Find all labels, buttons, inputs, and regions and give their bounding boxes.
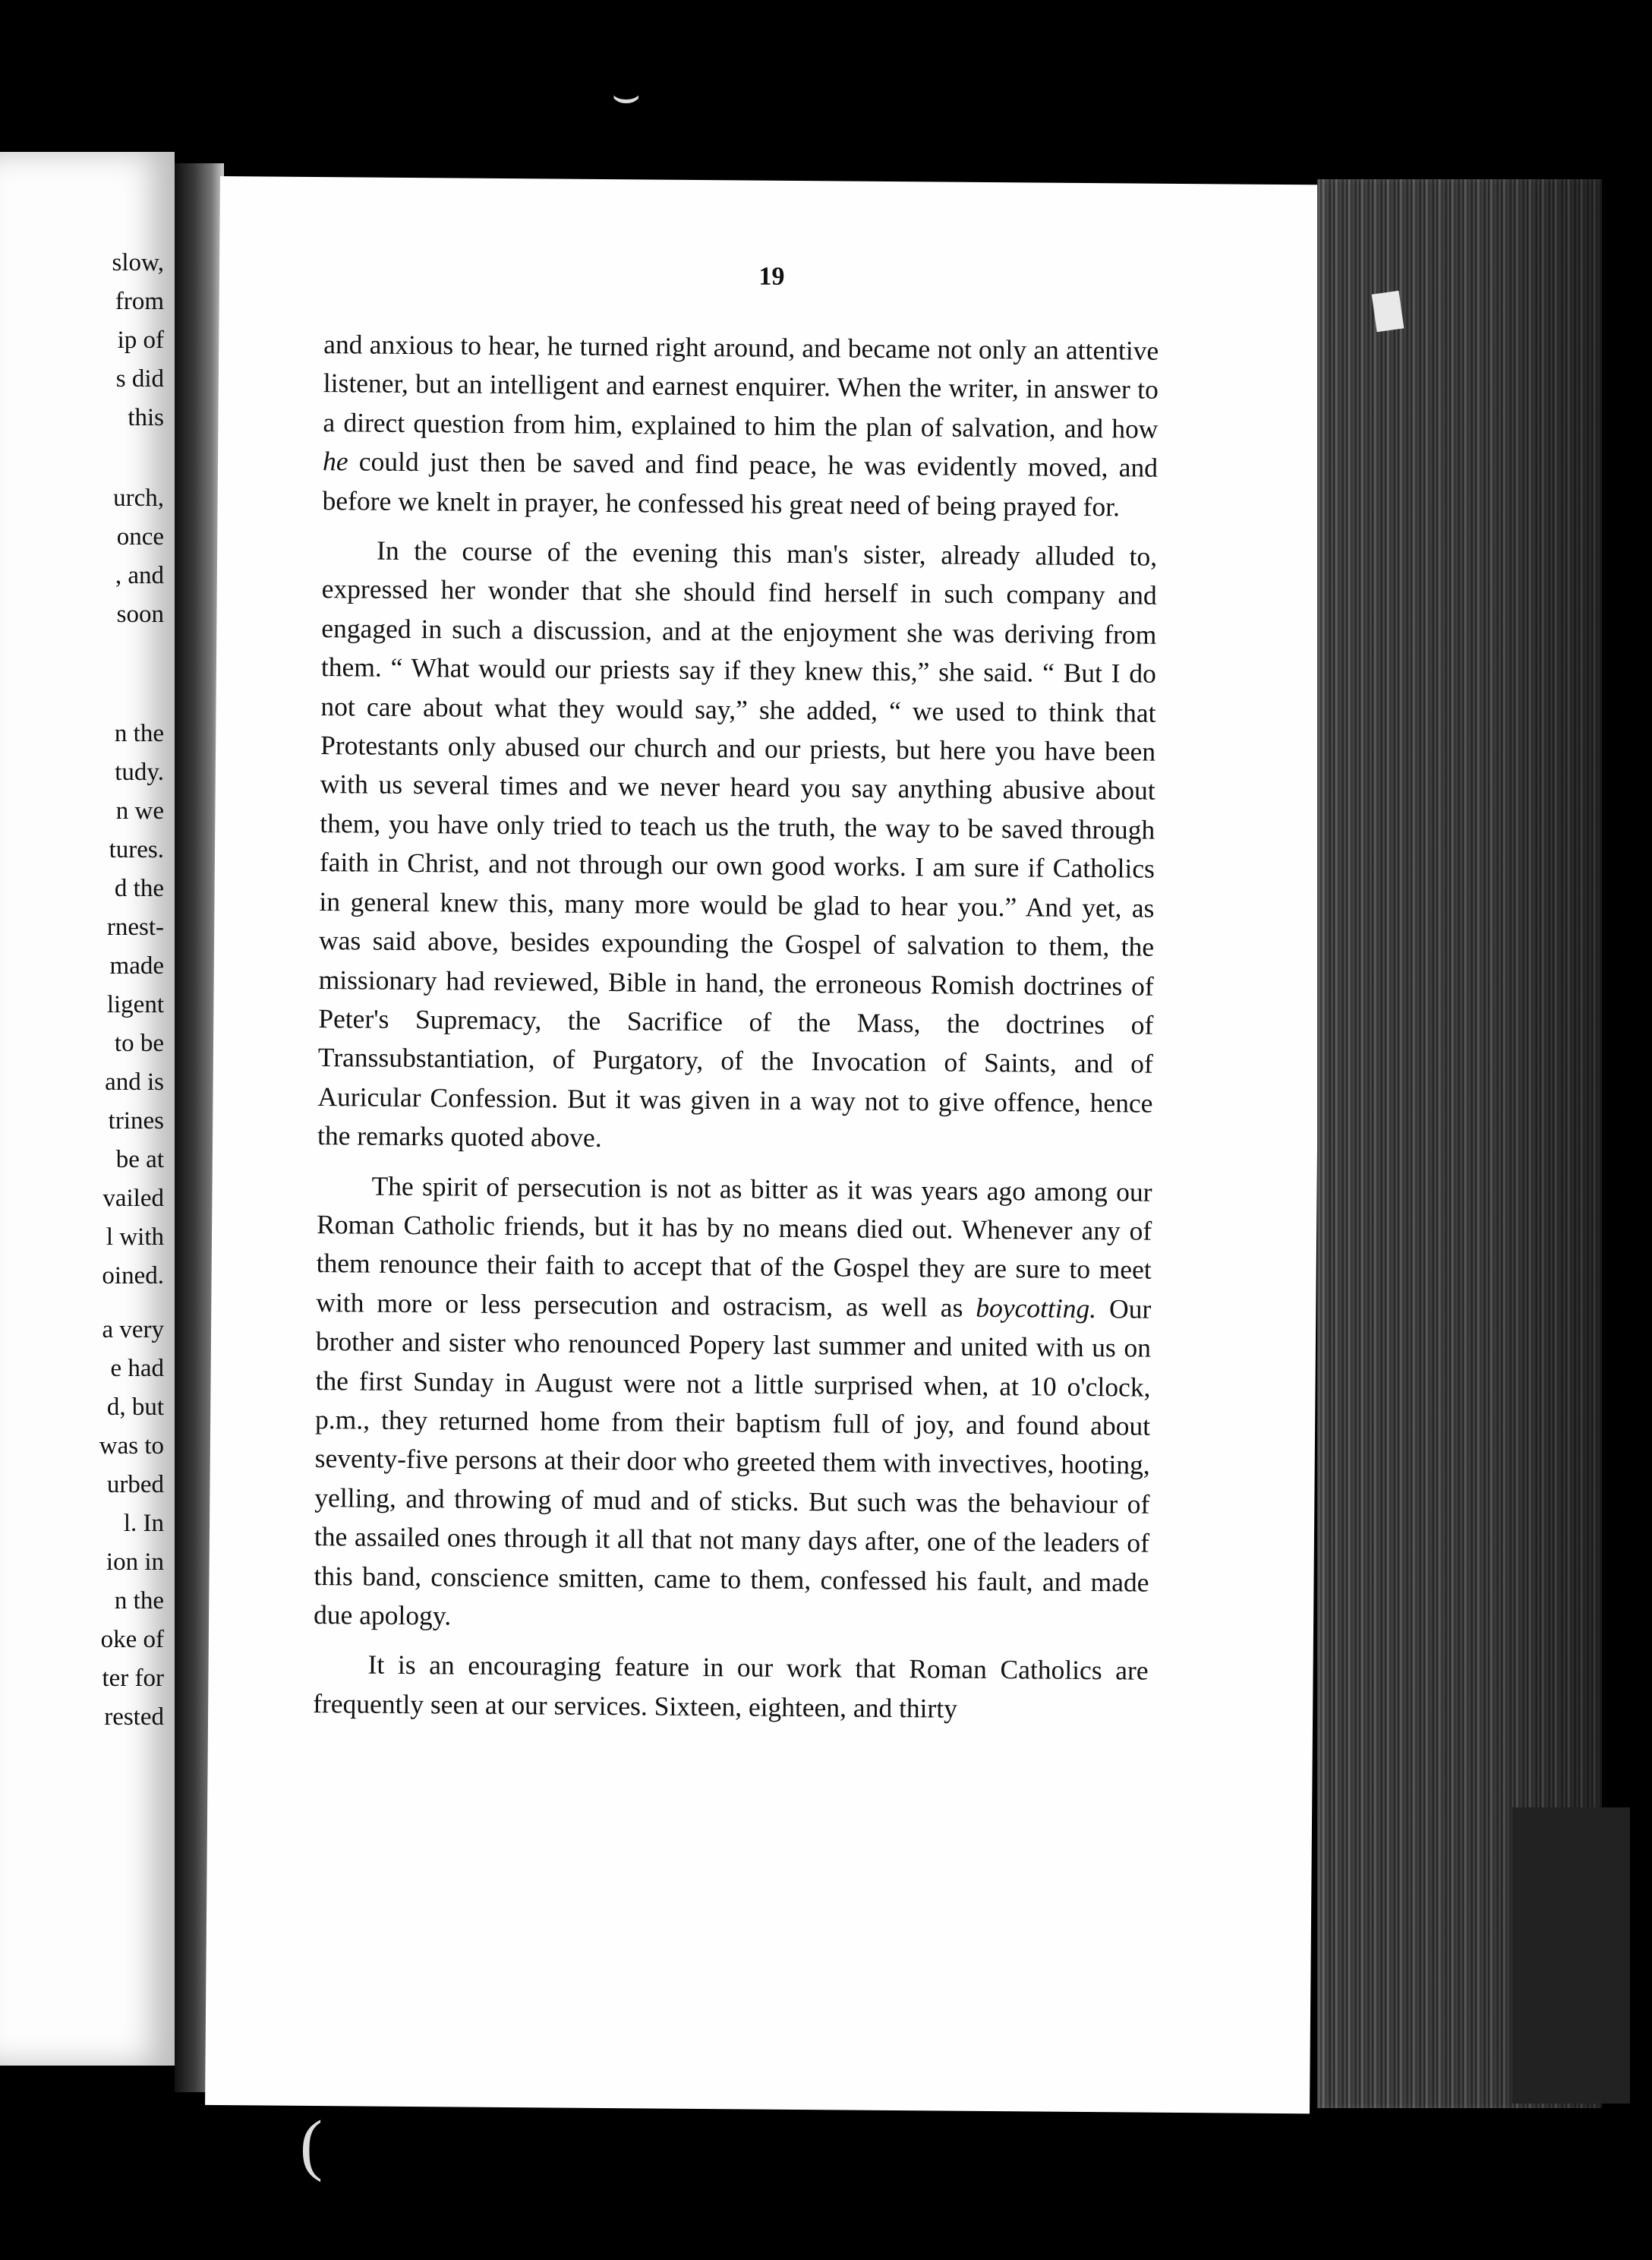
paragraph-1-text: and anxious to hear, he turned right around, and became not only an attentive listener, but an intelligent and earnest enquirer. When the writer, in answer to a direct question from him, explained to him the plan of salvation, and how	[323, 329, 1159, 444]
paragraph-4	[313, 1645, 1149, 1729]
paper-tag	[1372, 291, 1405, 333]
left-page-line-fragment: d, but	[106, 1394, 164, 1421]
left-page-line-fragment: l. In	[123, 1510, 164, 1537]
left-page-line-fragment: urbed	[106, 1471, 164, 1498]
left-page-line-fragment: l with	[106, 1223, 164, 1251]
left-page-line-fragment: to be	[114, 1030, 164, 1057]
left-page-line-fragment: slow,	[112, 249, 164, 276]
page-number: 19	[758, 262, 785, 291]
paragraph-2	[317, 531, 1157, 1162]
scan-mark: ⌣	[611, 70, 642, 120]
left-page-line-fragment: be at	[115, 1146, 164, 1173]
paragraph-4-text: It is an encouraging feature in our work that Roman Catholics are frequently seen at our services. Sixteen, eighteen, and thirty	[313, 1649, 1149, 1724]
left-page-line-fragment: was to	[99, 1432, 164, 1460]
left-page-line-fragment: a very	[102, 1316, 164, 1343]
right-page	[205, 176, 1325, 2113]
paragraph-1	[322, 325, 1159, 527]
left-page-line-fragment: and is	[105, 1068, 164, 1096]
paragraph-1-text-after: could just then be saved and find peace, he was evidently moved, and before we knelt in prayer, he confessed his great need of being prayed for.	[322, 446, 1159, 522]
edge-shadow	[1512, 1807, 1630, 2104]
left-page-line-fragment: n we	[115, 797, 164, 825]
left-page-line-fragment: this	[128, 404, 164, 431]
left-page-line-fragment: ip of	[117, 327, 164, 354]
paragraph-3	[314, 1166, 1152, 1641]
left-page-line-fragment: urch,	[113, 485, 164, 512]
left-page-line-fragment: soon	[116, 601, 164, 628]
left-page-line-fragment: s did	[115, 365, 164, 393]
left-page-line-fragment: oke of	[100, 1626, 164, 1653]
left-page-line-fragment: d the	[114, 875, 164, 902]
left-page-line-fragment: ligent	[106, 991, 164, 1018]
left-page-line-fragment: trines	[108, 1107, 164, 1135]
left-page-line-fragment: , and	[115, 562, 164, 589]
left-page-line-fragment: from	[115, 288, 164, 315]
paragraph-1-emphasis: he	[322, 446, 348, 477]
left-page-line-fragment: tures.	[109, 836, 164, 863]
paragraph-2-text: In the course of the evening this man's sister, already alluded to, expressed her wonder that she should find herself in such company and engaged in such a discussion, and at the enjoyment she was deriving from them. “ What would our priests say if they knew this,” she said. “ But I do not care about what they would say,” she added, “ we used to think that Protestants only abused our church and our priests, but here you have been with us several times and we never heard you say anything abusive about them, you have only tried to teach us the truth, the way to be saved through faith in Christ, and not through our own good works. I am sure if Catholics in general knew this, many more would be glad to hear you.” And yet, as was said above, besides expounding the Gospel of salvation to them, the missionary had reviewed, Bible in hand, the erroneous Romish doctrines of Peter's Supremacy, the Sacrifice of the Mass, the doctrines of Transsubstantiation, of Purgatory, of the Invocation of Saints, and of Auricular Confession. But it was given in a way not to give offence, hence the remarks quoted above.	[317, 535, 1158, 1154]
left-facing-page	[0, 152, 175, 2066]
left-page-line-fragment: vailed	[102, 1185, 164, 1212]
left-page-line-fragment: once	[116, 523, 164, 551]
left-page-line-fragment: oined.	[102, 1262, 164, 1289]
left-page-line-fragment: ter for	[102, 1665, 164, 1692]
body-text	[313, 325, 1159, 1741]
left-page-line-fragment: ion in	[106, 1548, 164, 1576]
scan-mark: (	[300, 2107, 323, 2183]
left-page-line-fragment: n the	[114, 1587, 164, 1615]
paragraph-3-text: The spirit of persecution is not as bitter as it was years ago among our Roman Catholic friends, but it has by no means died out. Whenever any of them renounce their faith to accept that of the Gospel they are sure to meet with more or less persecution and ostracism, as well as	[316, 1170, 1152, 1323]
left-page-line-fragment: n the	[114, 720, 164, 747]
left-page-line-fragment: tudy.	[115, 759, 164, 786]
left-page-line-fragment: rested	[104, 1703, 164, 1731]
left-page-line-fragment: made	[109, 952, 164, 980]
paragraph-3-emphasis: boycotting.	[976, 1292, 1097, 1324]
left-page-line-fragment: rnest-	[106, 914, 164, 941]
left-page-line-fragment: e had	[110, 1355, 164, 1382]
paragraph-3-text-after: Our brother and sister who renounced Popery last summer and united with us on the first Sunday in August were not a little surprised when, at 10 o'clock, p.m., they returned home from their baptism full of joy, and found about seventy-five persons at their door who greeted them with invectives, hooting, yelling, and throwing of mud and of sticks. But such was the behaviour of the assailed ones through it all that not many days after, one of the leaders of this band, conscience smitten, came to them, confessed his fault, and made due apology.	[313, 1293, 1152, 1631]
